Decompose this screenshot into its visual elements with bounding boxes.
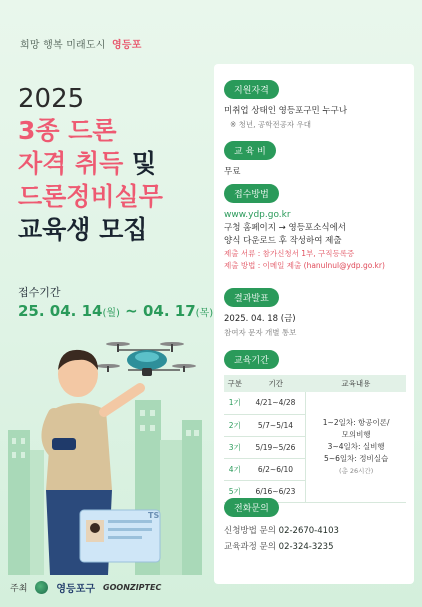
period-end: 04. 17 [142,302,196,320]
brand-name: 영등포 [112,40,142,51]
info-panel [214,64,414,584]
schedule-no: 2기 [224,414,246,436]
content-line: 3~4일차: 실비행 [327,441,385,451]
qualification-line: 미취업 상태인 영등포구민 누구나 [224,106,348,116]
fee-section [224,139,406,179]
fee-value: 무료 [224,167,241,177]
schedule-header-content: 교육내용 [306,375,406,392]
license-card-icon [80,510,160,562]
result-section [224,286,406,339]
result-date: 2025. 04. 18 (금) [224,314,296,324]
poster-title [18,114,163,246]
schedule-section [224,348,406,503]
schedule-table [224,375,406,503]
title-line-2b: 및 [132,149,157,178]
schedule-no: 4기 [224,458,246,480]
content-line: 5~6일차: 정비실습 [324,453,389,463]
result-title: 결과발표 [224,288,279,307]
period-separator: ~ [125,302,138,320]
period-label: 접수기간 [18,286,61,299]
contact-line-1 [224,523,406,539]
content-line: 모의비행 [341,429,371,439]
apply-title: 접수방법 [224,184,279,203]
apply-section [224,182,406,272]
contact-phone-2: 02-324-3235 [278,542,334,552]
apply-documents: 제출 서류 : 참가신청서 1부, 구직등록증 [224,249,355,258]
schedule-header-period: 기간 [246,375,306,392]
sponsor-org-2: GOONZIPTEC [103,583,162,592]
result-note: 참여자 문자 개별 통보 [224,328,297,337]
period-start: 25. 04. 14 [18,302,103,320]
content-line: (총 26시간) [339,466,374,475]
schedule-no: 3기 [224,436,246,458]
table-row [224,392,406,414]
apply-submit-method: 제출 방법 : 이메일 제출 (hanulnul@ydp.go.kr) [224,261,385,270]
title-line-3: 드론정비실무 [18,182,163,211]
qualification-title: 지원자격 [224,80,279,99]
title-line-4: 교육생 모집 [18,215,148,244]
schedule-period: 4/21~4/28 [246,392,306,414]
sponsor [10,580,161,595]
content-line: 1~2일차: 항공이론/ [322,417,390,427]
contact-title: 전화문의 [224,498,279,517]
contact-line-2 [224,539,406,555]
schedule-no: 5기 [224,480,246,502]
schedule-period: 6/2~6/10 [246,458,306,480]
contact-label-1: 신청방법 문의 [224,526,276,536]
schedule-title: 교육기간 [224,350,279,369]
qualification-note: ※ 청년, 공학전공자 우대 [230,120,312,129]
schedule-header-no: 구분 [224,375,246,392]
schedule-period: 5/7~5/14 [246,414,306,436]
contact-section [224,496,406,555]
apply-line-2: 양식 다운로드 후 작성하여 제출 [224,236,342,246]
slogan [20,36,142,51]
sponsor-label: 주최 [10,584,28,594]
period-end-day: (목) [195,308,214,319]
title-line-2a: 자격 취득 [18,149,124,178]
drone-pilot-illustration [0,330,210,575]
schedule-content [306,392,406,502]
apply-url-link[interactable]: www.ydp.go.kr [224,210,291,220]
schedule-period: 6/16~6/23 [246,480,306,502]
period-start-day: (월) [102,308,120,319]
title-line-1: 3종 드론 [18,116,117,145]
sponsor-org-1: 영등포구 [56,584,96,595]
application-period [18,302,213,320]
contact-label-2: 교육과정 문의 [224,542,276,552]
qualification-section [224,78,406,131]
schedule-no: 1기 [224,392,246,414]
apply-line-1: 구청 홈페이지 → 영등포소식에서 [224,223,346,233]
slogan-text: 희망 행복 미래도시 [20,40,106,51]
drone-icon [96,342,196,376]
schedule-period: 5/19~5/26 [246,436,306,458]
year: 2025 [18,84,85,114]
fee-title: 교 육 비 [224,141,276,160]
license-badge-text: TS [148,511,160,520]
contact-phone-1: 02-2670-4103 [278,526,339,536]
district-logo-icon [35,581,48,594]
